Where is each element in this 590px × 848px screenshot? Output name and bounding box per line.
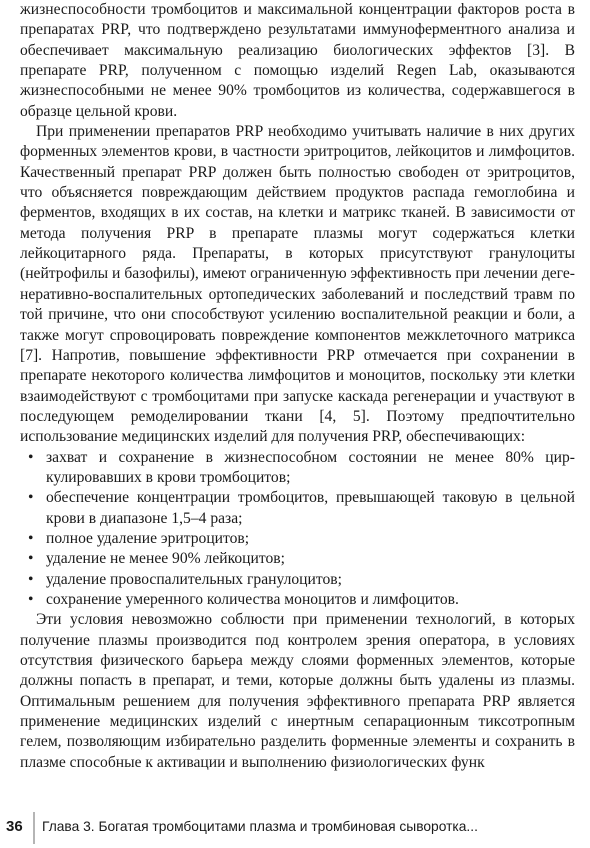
list-item-text: полное удаление эритроцитов; (46, 529, 250, 547)
list-item (20, 590, 575, 610)
list-item (20, 448, 575, 489)
list-item-text: удаление не менее 90% лейкоцитов; (46, 550, 285, 568)
list-item-text: сохранение умеренного количества моноцитов и лимфоцитов. (46, 590, 459, 608)
bullet-icon: • (28, 570, 34, 588)
page-footer (0, 808, 590, 848)
list-item (20, 529, 575, 549)
page-body (20, 0, 575, 773)
bullet-icon: • (28, 448, 34, 466)
bullet-icon: • (28, 550, 34, 568)
list-item-text: удаление провоспалительных гранулоцитов; (46, 570, 342, 588)
paragraph-1: жизнеспособности тромбоцитов и максимальной концентрации факторов роста в препаратах PRP, что подтверждено результатами иммуноферментного анализа и обеспечивает максимальную реализацию биологических эффектов [3]. В препарате PRP, полученном с помощью изделий Regen Lab, оказываются жизнеспособными не менее 90% тромбоцитов из количества, содержавшегося в образце цельной крови. (20, 1, 575, 120)
requirements-list (20, 448, 575, 611)
paragraph-3: Эти условия невозможно соблюсти при применении технологий, в которых получение плазмы производится под контролем зрения оператора, в условиях отсутствия физического барьера между слоями форменных элементов, которые должны попасть в препарат, и теми, которые должны быть удалены из плазмы. Оптимальным решением для получения эффективного препарата PRP является применение медицинских изделий с инертным сепарационным тиксотропным гелем, позволяющим избирательно разделить форменные элементы и сохранить в плазме способные к активации и выполнению физиологических функ (20, 611, 575, 771)
footer-divider (33, 812, 35, 844)
bullet-icon: • (28, 590, 34, 608)
list-item (20, 549, 575, 569)
page-number: 36 (6, 818, 23, 835)
bullet-icon: • (28, 489, 34, 507)
paragraph-2: При применении препаратов PRP необходимо учитывать наличие в них других форменных элементов крови, в частности эритроцитов, лейкоцитов и лимфоцитов. Качественный препарат PRP должен быть полностью свободен от эритроцитов, что объясняется повреждающим действием продуктов распада гемоглобина и ферментов, входящих в их состав, на клетки и матрикс тканей. В зависимости от метода получения PRP в препарате плазмы могут содержаться клетки лейкоцитарного ряда. Препараты, в которых присутствуют гранулоциты (нейтрофилы и базофилы), имеют ограниченную эффективность при лечении дегенеративно-воспалительных ортопедических заболеваний и последствий травм по той причине, что они способствуют усилению воспалительной реакции и боли, а также могут спровоцировать повреждение компонентов межклеточного матрикса [7]. Напротив, повышение эффективности PRP отмечается при сохранении в препарате некоторого количества лимфоцитов и моноцитов, поскольку эти клетки взаимодействуют с тромбоцитами при запуске каскада регенерации и участвуют в последующем ремоделировании ткани [4, 5]. Поэтому предпочтительно использование медицинских изделий для получения PRP, обеспечивающих: (20, 123, 575, 446)
running-title: Глава 3. Богатая тромбоцитами плазма и тромбиновая сыворотка... (42, 819, 478, 834)
list-item-text: захват и сохранение в жизнеспособном состоянии не менее 80% циркулировавших в крови тромбоцитов; (46, 448, 575, 486)
list-item (20, 570, 575, 590)
bullet-icon: • (28, 529, 34, 547)
list-item-text: обеспечение концентрации тромбоцитов, превышающей таковую в цельной крови в диапазоне 1,5–4 раза; (46, 489, 575, 527)
list-item (20, 488, 575, 529)
